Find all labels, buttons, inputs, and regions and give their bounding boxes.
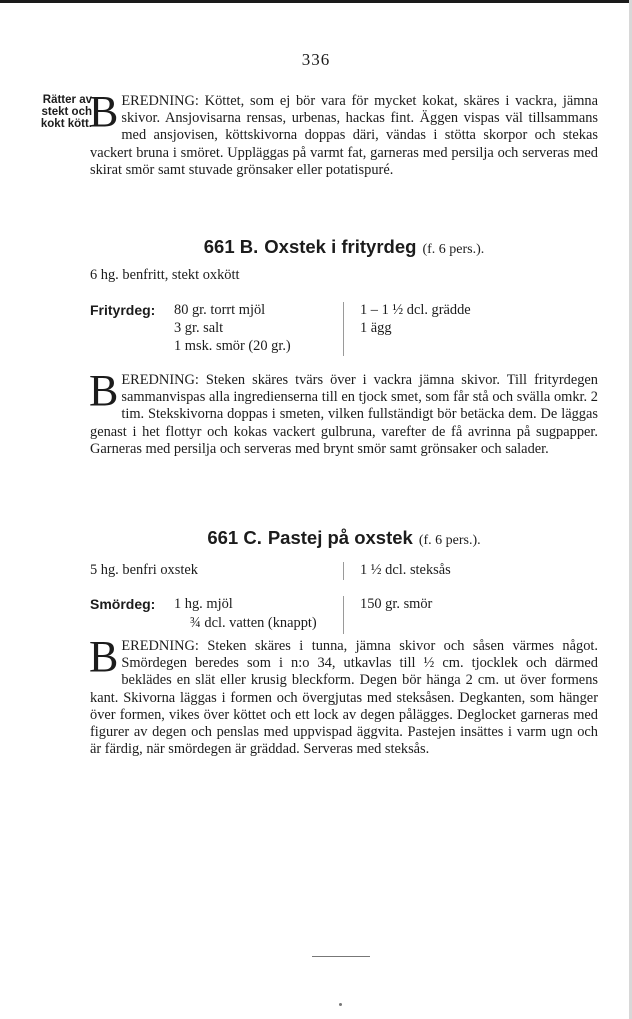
recipe-c-ingredient-right: 1 ½ dcl. steksås	[360, 562, 451, 578]
recipe-b-title: Oxstek i frityrdeg	[264, 236, 417, 257]
recipe-c-method-text: EREDNING: Steken skäres i tunna, jämna skivor och såsen värmes något. Smördegen beredes som i n:o 34, utkavlas till ½ cm. tjocklek och därmed beklädes en slät eller krusig bleckform. Degen bör hänga 2 cm. ut över formens kant. Skivorna läggas i formen och övergjutas med steksåsen. Degkanten, som hänger över formen, vikes över köttet och ett lock av degen pålägges. Deglocket garneras med figurer av degen och penslas med uppvispad äggvita. Pastejen insättes i varm ugn och är färdig, när smördegen är gräddad. Serveras med steksås.	[90, 638, 598, 758]
recipe-b-number: 661 B.	[203, 236, 259, 257]
recipe-b-main-ingredient: 6 hg. benfritt, stekt oxkött	[90, 267, 240, 283]
recipe-c-dough-left-2: ¾ dcl. vatten (knappt)	[190, 615, 317, 631]
recipe-c-number: 661 C.	[207, 527, 262, 548]
recipe-b-servings: (f. 6 pers.).	[422, 242, 485, 257]
recipe-b-column-divider	[343, 302, 344, 356]
recipe-c-dough-right: 150 gr. smör	[360, 596, 433, 612]
recipe-b-batter-right-2: 1 ägg	[360, 320, 392, 336]
recipe-c-column-divider-2	[343, 596, 344, 634]
recipe-c-servings: (f. 6 pers.).	[418, 533, 481, 548]
page-footer-mark	[339, 1003, 342, 1006]
recipe-b-method	[89, 366, 598, 458]
margin-note	[12, 94, 92, 130]
margin-note-line-2: stekt och	[41, 106, 92, 118]
recipe-c-title: Pastej på oxstek	[267, 527, 413, 548]
margin-note-line-1: Rätter av	[42, 94, 92, 106]
recipe-c-ingredient-left: 5 hg. benfri oxstek	[90, 562, 198, 578]
recipe-c-method	[89, 632, 598, 758]
recipe-b-batter-label: Frityrdeg:	[90, 302, 156, 318]
closing-rule	[312, 956, 370, 957]
recipe-b-batter-left-2: 3 gr. salt	[174, 320, 224, 336]
recipe-c-heading	[90, 527, 598, 549]
recipe-c-column-divider-1	[343, 562, 344, 580]
recipe-c-dough-left-1: 1 hg. mjöl	[174, 596, 233, 612]
recipe-b-batter-right-1: 1 – 1 ½ dcl. grädde	[360, 302, 471, 318]
recipe-b-heading	[90, 236, 598, 258]
recipe-b-dropcap: B	[89, 366, 119, 415]
intro-paragraph	[89, 87, 598, 179]
intro-dropcap: B	[89, 87, 119, 136]
top-edge-rule	[0, 0, 632, 3]
recipe-c-dough-label: Smördeg:	[90, 596, 156, 612]
recipe-b-method-text: EREDNING: Steken skäres tvärs över i vackra jämna skivor. Till frityrdegen sammanvispas alla ingredienserna till en tjock smet, som får stå och svälla omkr. 2 tim. Stekskivorna doppas i smeten, vilken fullständigt bör betäcka dem. De läggas genast i het flottyr och kokas vackert gulbruna, varefter de få avrinna på sugpapper. Garneras med persilja och serveras med brynt smör samt grönsaker och salader.	[90, 372, 598, 457]
recipe-c-dropcap: B	[89, 632, 119, 681]
margin-note-line-3: kokt kött.	[40, 118, 92, 130]
recipe-b-batter-left-3: 1 msk. smör (20 gr.)	[174, 338, 291, 354]
page-number: 336	[301, 50, 331, 69]
intro-text: EREDNING: Köttet, som ej bör vara för mycket kokat, skäres i vackra, jämna skivor. Ansjovisarna rensas, urbenas, hackas fint. Äggen vispas väl tillsammans med ansjovisen, köttskivorna doppas däri, vändas i stötta skorpor och stekas vackert bruna i smöret. Uppläggas på varmt fat, garneras med persilja och serveras med skirat smör samt stuvade grönsaker eller potatispuré.	[90, 93, 598, 178]
recipe-b-batter-left-1: 80 gr. torrt mjöl	[174, 302, 266, 318]
